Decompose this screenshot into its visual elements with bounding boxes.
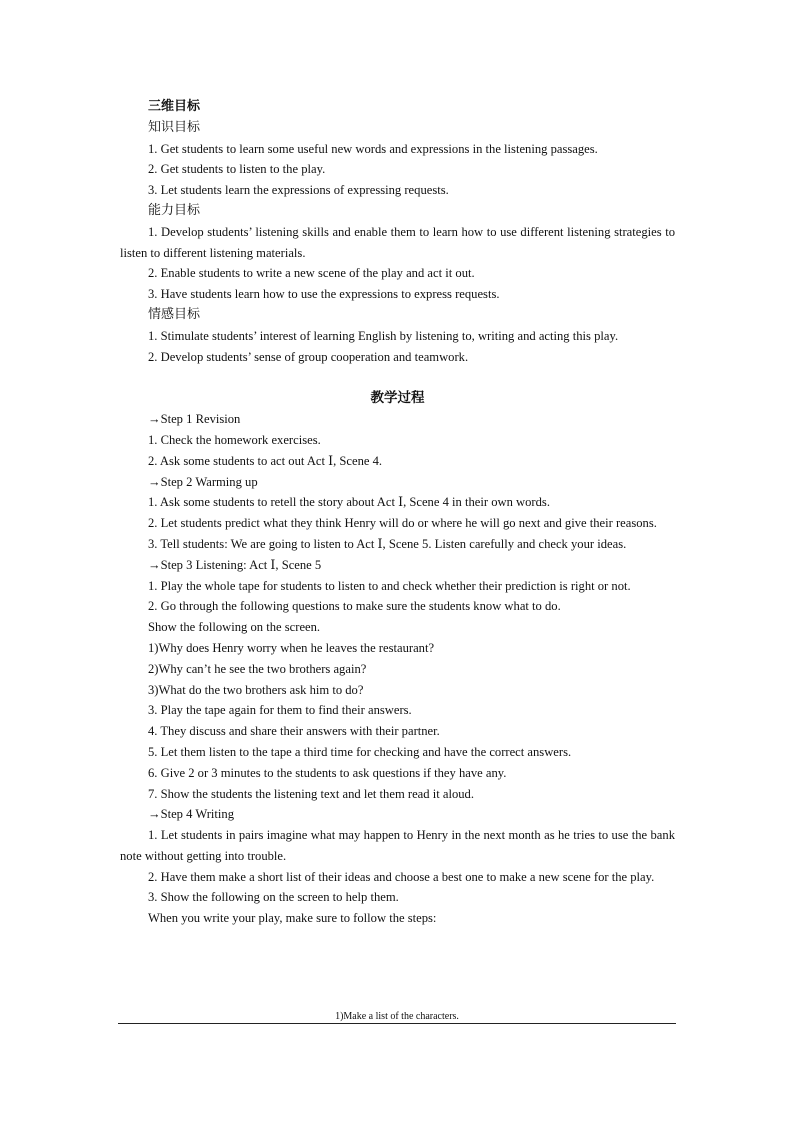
ability-item: 3. Have students learn how to use the expressions to express requests. [148, 287, 500, 302]
knowledge-heading: 知识目标 [148, 119, 201, 135]
step1-heading: →Step 1 Revision [148, 412, 241, 427]
ability-heading: 能力目标 [148, 202, 201, 218]
step3-item: 7. Show the students the listening text and let them read it aloud. [148, 786, 474, 801]
question-item: 3)What do the two brothers ask him to do? [148, 682, 364, 697]
step3-item: 1. Play the whole tape for students to listen to and check whether their prediction is right or not. [148, 578, 631, 593]
step2-item: 2. Let students predict what they think Henry will do or where he will go next and give their reasons. [148, 516, 657, 531]
step3-item: 2. Go through the following questions to make sure the students know what to do. [148, 599, 561, 614]
footer-rule [118, 1023, 676, 1024]
emotion-item: 2. Develop students’ sense of group cooperation and teamwork. [148, 349, 469, 364]
step3-item: 4. They discuss and share their answers with their partner. [148, 724, 440, 739]
emotion-item: 1. Stimulate students’ interest of learning English by listening to, writing and acting this play. [148, 328, 619, 343]
knowledge-item: 2. Get students to listen to the play. [148, 162, 326, 177]
step2-item: 1. Ask some students to retell the story about Act Ⅰ, Scene 4 in their own words. [148, 495, 550, 510]
step1-item: 1. Check the homework exercises. [148, 432, 321, 447]
question-item: 2)Why can’t he see the two brothers again? [148, 661, 367, 676]
step3-item: 6. Give 2 or 3 minutes to the students to ask questions if they have any. [148, 765, 507, 780]
knowledge-item: 1. Get students to learn some useful new words and expressions in the listening passages. [148, 141, 598, 156]
step2-item: 3. Tell students: We are going to listen to Act Ⅰ, Scene 5. Listen carefully and check your ideas. [148, 536, 627, 551]
emotion-heading: 情感目标 [148, 306, 201, 322]
step4-item: 1. Let students in pairs imagine what may happen to Henry in the next month as he tries to use the bank note without getting into trouble. [120, 828, 675, 863]
process-title: 教学过程 [370, 390, 425, 407]
step4-item: 2. Have them make a short list of their ideas and choose a best one to make a new scene for the play. [148, 869, 655, 884]
goals-title: 三维目标 [148, 99, 201, 114]
step4-intro: When you write your play, make sure to follow the steps: [148, 911, 437, 926]
document-body [120, 97, 675, 929]
step4-item: 3. Show the following on the screen to help them. [148, 890, 399, 905]
cut-off-line: 1)Make a list of the characters. [335, 1011, 459, 1022]
knowledge-item: 3. Let students learn the expressions of expressing requests. [148, 183, 449, 198]
step3-show-text: Show the following on the screen. [148, 620, 321, 635]
step3-heading: →Step 3 Listening: Act Ⅰ, Scene 5 [148, 557, 322, 572]
ability-item: 1. Develop students’ listening skills and enable them to learn how to use different listening strategies to listen to different listening materials. [120, 224, 675, 260]
step2-heading: →Step 2 Warming up [148, 474, 258, 489]
step1-item: 2. Ask some students to act out Act Ⅰ, Scene 4. [148, 453, 383, 468]
step3-item: 3. Play the tape again for them to find their answers. [148, 703, 412, 718]
ability-item: 2. Enable students to write a new scene of the play and act it out. [148, 266, 475, 281]
question-item: 1)Why does Henry worry when he leaves the restaurant? [148, 640, 435, 655]
step4-heading: →Step 4 Writing [148, 807, 235, 822]
step3-item: 5. Let them listen to the tape a third time for checking and have the correct answers. [148, 744, 572, 759]
